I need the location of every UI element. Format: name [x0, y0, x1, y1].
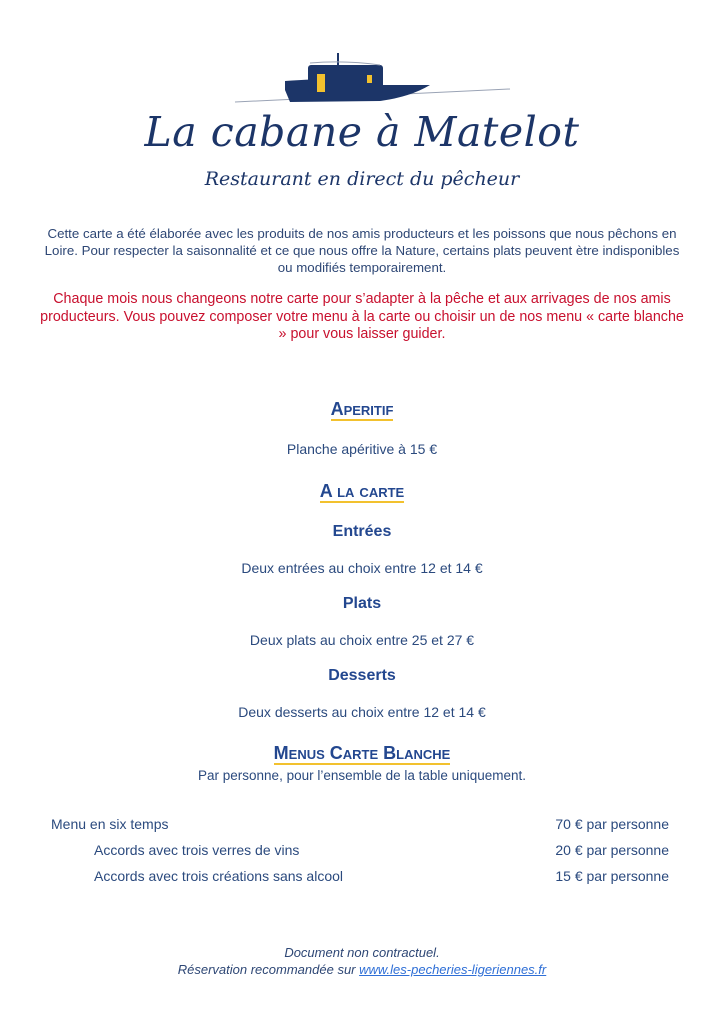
menu-row-label: Menu en six temps [51, 816, 169, 832]
aperitif-heading: Aperitif [330, 399, 394, 419]
menu-row-label: Accords avec trois créations sans alcool [94, 868, 343, 884]
desserts-item: Deux desserts au choix entre 12 et 14 € [238, 704, 486, 720]
tagline: Restaurant en direct du pêcheur [204, 168, 520, 190]
menu-row-price: 70 € par personne [555, 816, 669, 832]
entrees-heading: Entrées [332, 523, 392, 540]
menu-row-price: 20 € par personne [555, 842, 669, 858]
plats-heading: Plats [342, 595, 382, 612]
brand-name: La cabane à Matelot [144, 108, 580, 156]
intro-text: Cette carte a été élaborée avec les produits de nos amis producteurs et les poissons que nous pêchons en Loire. Pour respecter la saisonnalité et ce que nous offre la Nature, certains plats peuvent ètre indisponibles ou modifiés temporairement. [44, 226, 680, 275]
menus-subtitle: Par personne, pour l’ensemble de la table uniquement. [198, 768, 526, 783]
plats-item: Deux plats au choix entre 25 et 27 € [249, 632, 475, 648]
footer-reservation-text: Réservation recommandée sur [177, 962, 360, 977]
footer [0, 944, 724, 978]
desserts-heading: Desserts [328, 667, 396, 684]
menu-row-price: 15 € par personne [555, 868, 669, 884]
menus-heading: Menus Carte Blanche [273, 743, 451, 763]
entrees-item: Deux entrées au choix entre 12 et 14 € [241, 560, 483, 576]
aperitif-item: Planche apéritive à 15 € [286, 441, 438, 457]
website-link[interactable]: www.les-pecheries-ligeriennes.fr [359, 962, 547, 977]
notice-text: Chaque mois nous changeons notre carte pour s’adapter à la pêche et aux arrivages de nos amis producteurs. Vous pouvez composer votre menu à la carte ou choisir un de nos menu « carte blanche » pour vous laisser guider. [40, 291, 684, 342]
carte-heading: A la carte [319, 481, 405, 501]
menu-row-label: Accords avec trois verres de vins [94, 842, 300, 858]
footer-disclaimer: Document non contractuel. [284, 945, 440, 960]
